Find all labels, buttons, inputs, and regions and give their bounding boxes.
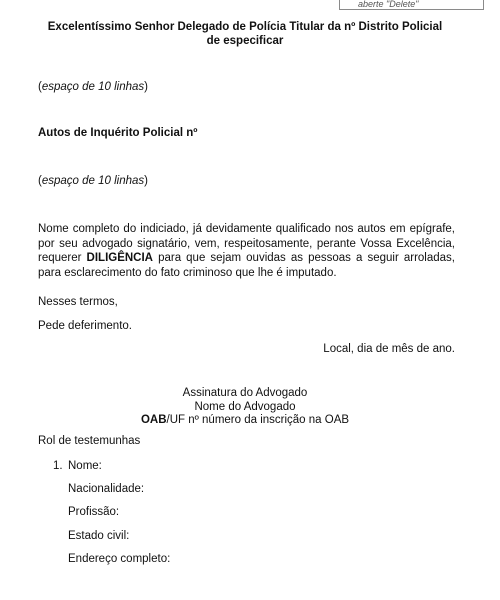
- spacer-text: espaço de 10 linhas: [41, 175, 145, 187]
- place-date: Local, dia de mês de ano.: [323, 343, 455, 355]
- case-title: Autos de Inquérito Policial nº: [38, 127, 198, 139]
- petition-text-end: para que sejam ouvidas as pessoas a seguir arroladas, para esclarecimento do fato criminoso que lhe é imputado.: [38, 252, 455, 279]
- petition-bold-term: DILIGÊNCIA: [86, 252, 153, 264]
- witness-list-title: Rol de testemunhas: [38, 435, 141, 447]
- lawyer-name: Nome do Advogado: [194, 400, 296, 413]
- spacer-note-2: [38, 174, 148, 188]
- document-header: [40, 20, 450, 48]
- closing-request: Pede deferimento.: [38, 320, 132, 332]
- oab-label: OAB: [140, 414, 167, 426]
- spacer-paren-open: (: [38, 175, 42, 187]
- signature-line: Assinatura do Advogado: [182, 387, 308, 399]
- header-line-2: de especificar: [206, 35, 284, 47]
- spacer-note-1: [38, 80, 148, 94]
- spacer-paren-open: (: [38, 81, 42, 93]
- spacer-text: espaço de 10 linhas: [41, 81, 145, 93]
- field-civil-status: Estado civil:: [68, 530, 130, 542]
- closing-terms: Nesses termos,: [38, 296, 118, 308]
- oab-line: [60, 414, 430, 428]
- spacer-paren-close: ): [144, 175, 148, 187]
- header-line-1: Excelentíssimo Senhor Delegado de Polícia Titular da nº Distrito Policial: [47, 21, 443, 33]
- spacer-paren-close: ): [144, 81, 148, 93]
- field-name: Nome:: [68, 460, 102, 472]
- petition-text-start: Nome completo do indiciado, já devidamente qualificado nos autos em epígrafe, por seu advogado signatário, vem, respeitosamente, perante Vossa Excelência, requerer: [38, 223, 455, 264]
- tooltip-text: aberte "Delete": [358, 0, 419, 9]
- field-profession: Profissão:: [68, 506, 120, 518]
- witness-number: 1.: [53, 460, 63, 472]
- signature-block: [60, 387, 430, 428]
- field-address: Endereço completo:: [68, 553, 171, 565]
- field-nationality: Nacionalidade:: [68, 483, 145, 495]
- petition-paragraph: [38, 222, 455, 280]
- oab-number: /UF nº número da inscrição na OAB: [166, 414, 350, 426]
- tooltip-box: [339, 0, 484, 10]
